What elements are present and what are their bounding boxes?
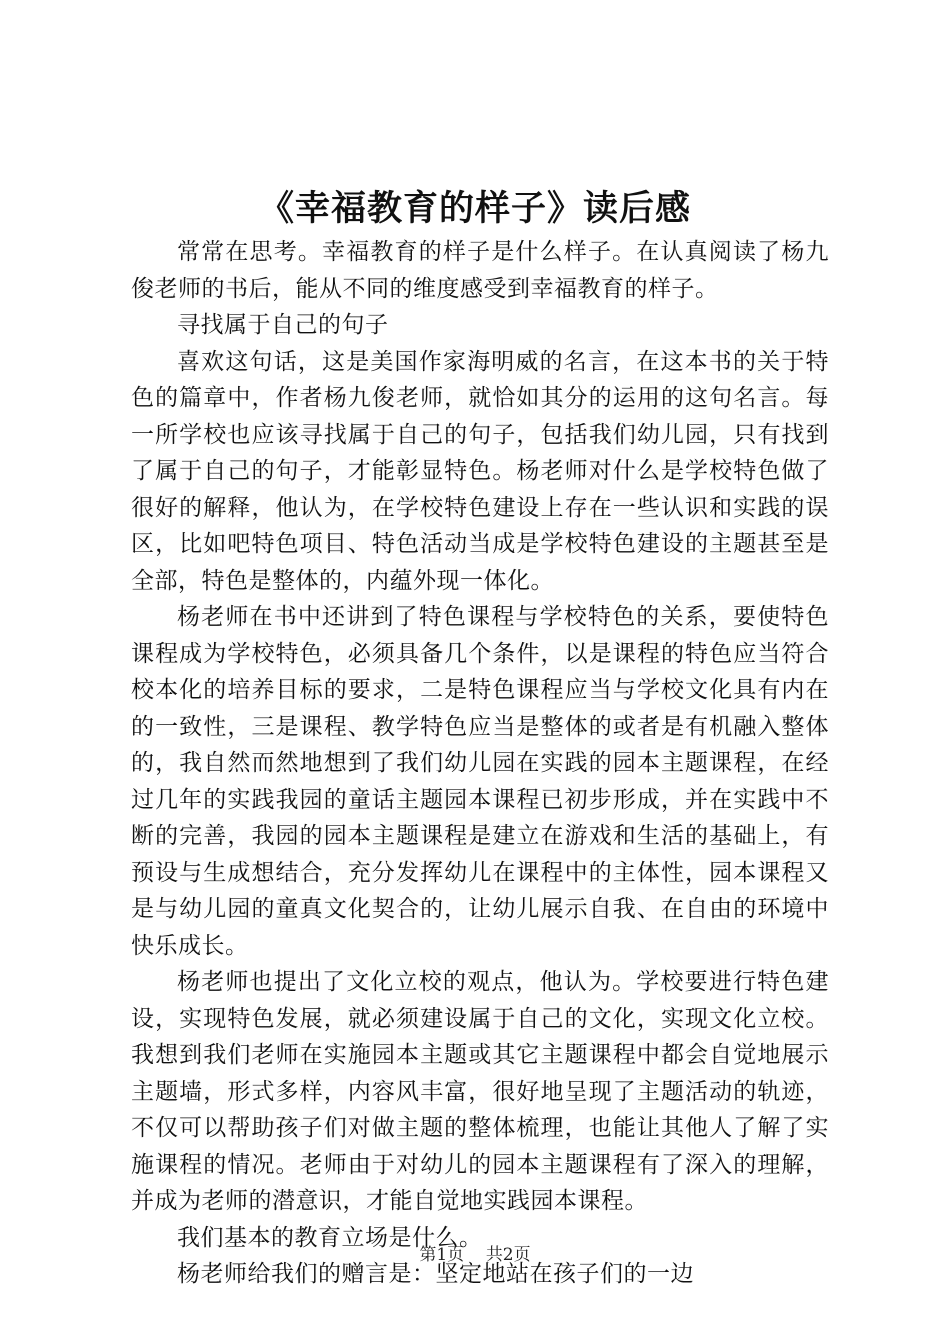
paragraph-education-stance: 我们基本的教育立场是什么。 bbox=[177, 1224, 483, 1251]
page-footer bbox=[0, 1243, 950, 1267]
document-body bbox=[131, 234, 829, 1293]
page-separator bbox=[470, 1245, 481, 1265]
paragraph-culture: 杨老师也提出了文化立校的观点，他认为。学校要进行特色建设，实现特色发展，就必须建设属于自己的文化，实现文化立校。我想到我们老师在实施园本主题或其它主题课程中都会自觉地展示主题墙，形式多样，内容风丰富，很好地呈现了主题活动的轨迹，不仅可以帮助孩子们对做主题的整体梳理，也能让其他人了解了实施课程的情况。老师由于对幼儿的园本主题课程有了深入的理解，并成为老师的潜意识，才能自觉地实践园本课程。 bbox=[131, 969, 829, 1214]
paragraph-intro: 常常在思考。幸福教育的样子是什么样子。在认真阅读了杨九俊老师的书后，能从不同的维度感受到幸福教育的样子。 bbox=[131, 239, 829, 302]
paragraph-feature-curriculum: 杨老师在书中还讲到了特色课程与学校特色的关系，要使特色课程成为学校特色，必须具备几个条件，以是课程的特色应当符合校本化的培养目标的要求，二是特色课程应当与学校文化具有内在的一致性，三是课程、教学特色应当是整体的或者是有机融入整体的，我自然而然地想到了我们幼儿园在实践的园本主题课程，在经过几年的实践我园的童话主题园本课程已初步形成，并在实践中不断的完善，我园的园本主题课程是建立在游戏和生活的基础上，有预设与生成想结合，充分发挥幼儿在课程中的主体性，园本课程又是与幼儿园的童真文化契合的，让幼儿展示自我、在自由的环境中快乐成长。 bbox=[131, 604, 829, 959]
page-total: 共2页 bbox=[485, 1245, 531, 1265]
paragraph-closing-quote: 杨老师给我们的赠言是：坚定地站在孩子们的一边 bbox=[177, 1261, 694, 1287]
page-number: 第1页 bbox=[419, 1245, 465, 1265]
paragraph-school-feature: 喜欢这句话，这是美国作家海明威的名言，在这本书的关于特色的篇章中，作者杨九俊老师，就恰如其分的运用的这句名言。每一所学校也应该寻找属于自己的句子，包括我们幼儿园，只有找到了属于自己的句子，才能彰显特色。杨老师对什么是学校特色做了很好的解释，他认为，在学校特色建设上存在一些认识和实践的误区，比如吧特色项目、特色活动当成是学校特色建设的主题甚至是全部，特色是整体的，内蕴外现一体化。 bbox=[131, 348, 829, 594]
document-title: 《幸福教育的样子》读后感 bbox=[258, 189, 691, 229]
paragraph-heading-sentence: 寻找属于自己的句子 bbox=[177, 312, 389, 338]
